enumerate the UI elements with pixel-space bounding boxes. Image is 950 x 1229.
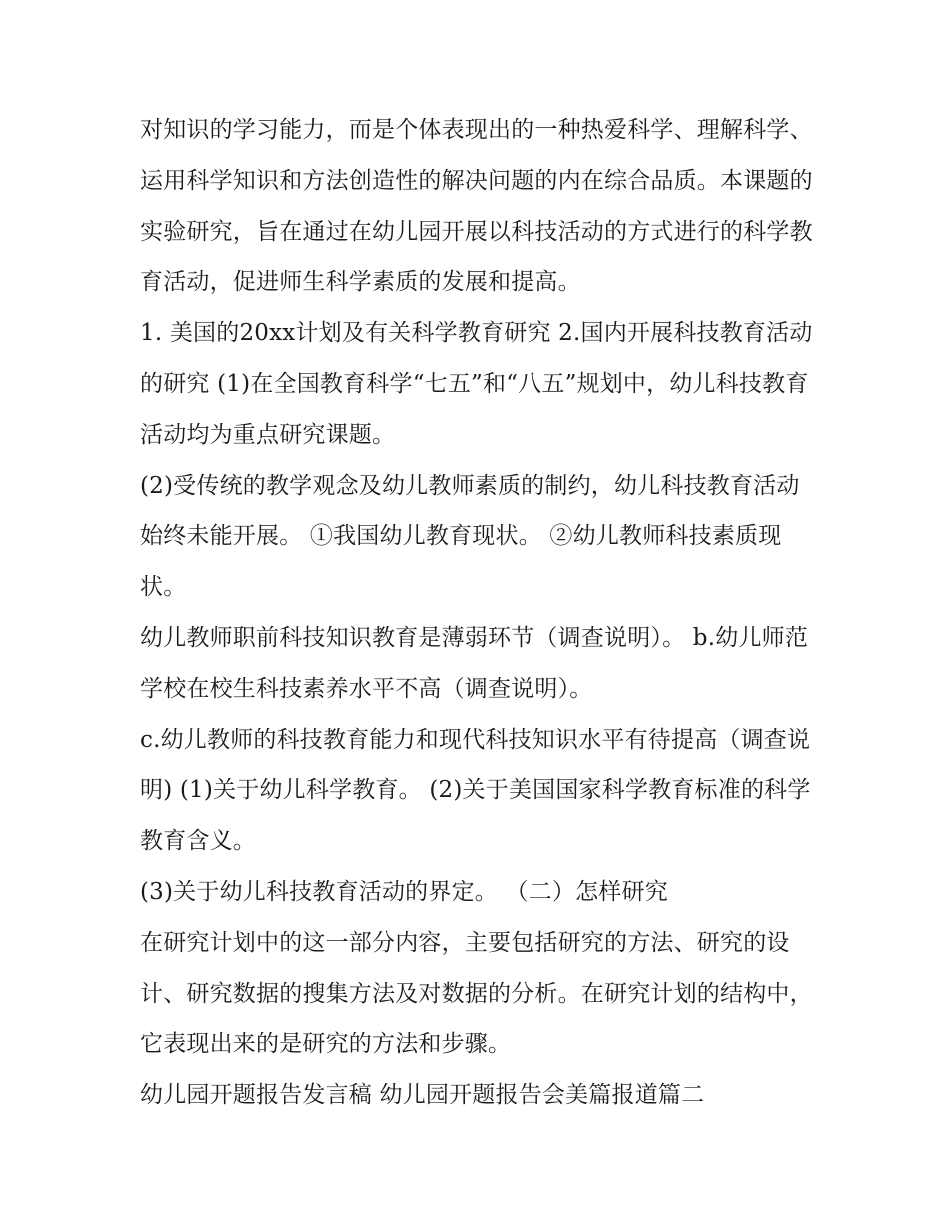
paragraph-6: (3)关于幼儿科技教育活动的界定。 （二）怎样研究 — [140, 878, 668, 905]
paragraph-8: 幼儿园开题报告发言稿 幼儿园开题报告会美篇报道篇二 — [140, 1082, 705, 1109]
paragraph-7: 在研究计划中的这一部分内容，主要包括研究的方法、研究的设计、研究数据的搜集方法及对数据的分析。在研究计划的结构中，它表现出来的是研究的方法和步骤。 — [140, 929, 813, 1058]
paragraph-1: 对知识的学习能力，而是个体表现出的一种热爱科学、理解科学、运用科学知识和方法创造性的解决问题的内在综合品质。本课题的实验研究，旨在通过在幼儿园开展以科技活动的方式进行的科学教育活动，促进师生科学素质的发展和提高。 — [140, 117, 813, 296]
paragraph-3: (2)受传统的教学观念及幼儿教师素质的制约，幼儿科技教育活动始终未能开展。 ①我国幼儿教育现状。 ②幼儿教师科技素质现状。 — [140, 472, 800, 601]
paragraph-5: c.幼儿教师的科技教育能力和现代科技知识水平有待提高（调查说明) (1)关于幼儿科学教育。 (2)关于美国国家科学教育标准的科学教育含义。 — [140, 726, 811, 855]
paragraph-2: 1. 美国的20xx计划及有关科学教育研究 2.国内开展科技教育活动的研究 (1)在全国教育科学“七五”和“八五”规划中，幼儿科技教育活动均为重点研究课题。 — [140, 320, 813, 448]
document-body — [140, 105, 820, 1121]
paragraph-4: 幼儿教师职前科技知识教育是薄弱环节（调查说明）。 b.幼儿师范学校在校生科技素养水平不高（调查说明）。 — [140, 624, 809, 702]
